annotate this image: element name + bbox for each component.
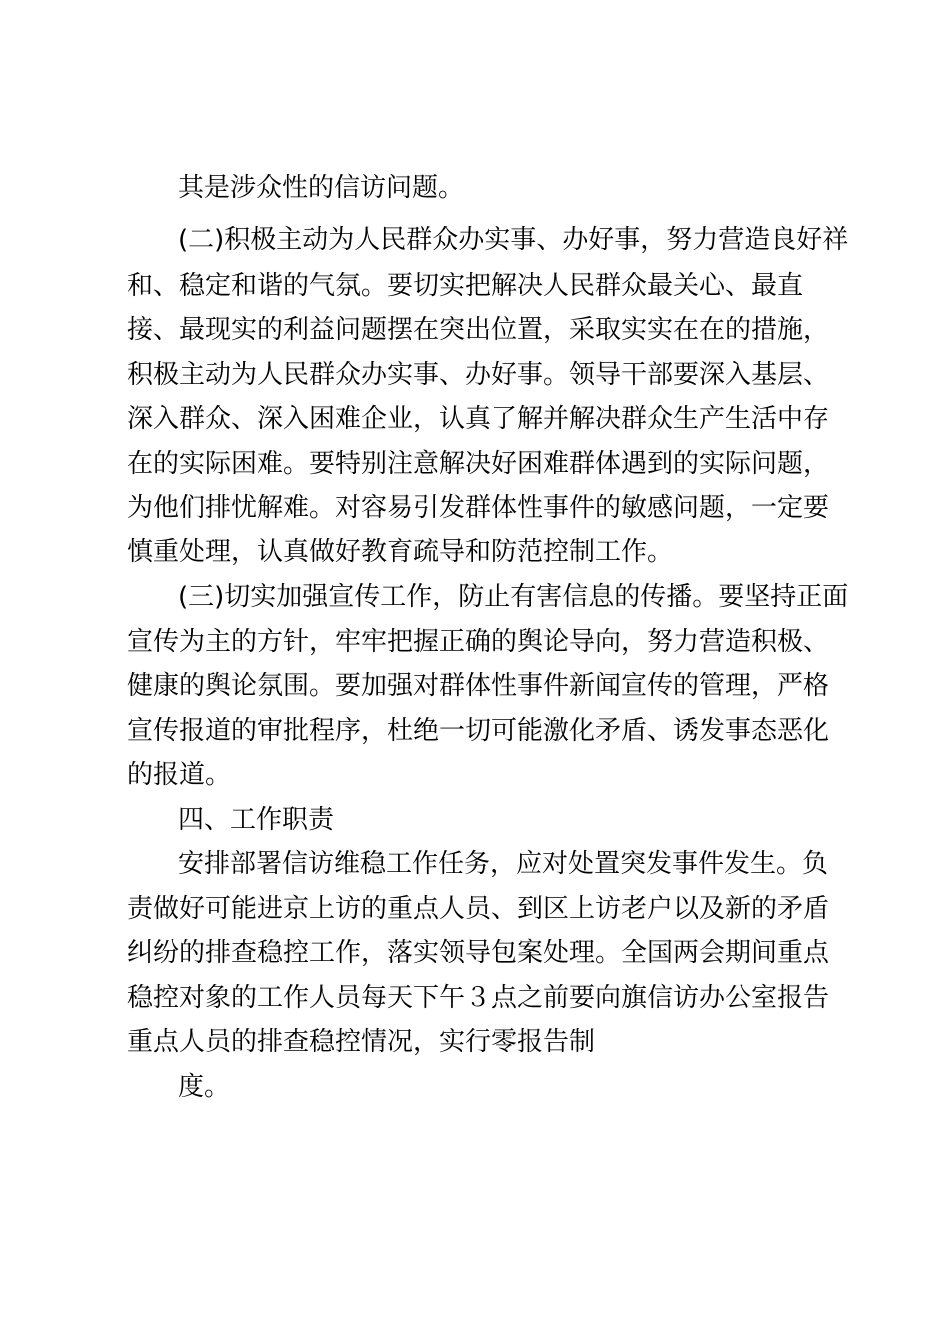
text-line: 宣传报道的审批程序，杜绝一切可能激化矛盾、诱发事态恶化 xyxy=(127,716,830,746)
text-line: 慎重处理，认真做好教育疏导和防范控制工作。 xyxy=(127,537,674,567)
text-line: 的报道。 xyxy=(127,760,232,790)
text-line: 积极主动为人民群众办实事、办好事。领导干部要深入基层、 xyxy=(127,360,830,390)
text-line: 稳控对象的工作人员每天下午３点之前要向旗信访办公室报告 xyxy=(127,983,830,1013)
text-line: 和、稳定和谐的气氛。要切实把解决人民群众最关心、最直 xyxy=(127,271,804,301)
text-line: 安排部署信访维稳工作任务，应对处置突发事件发生。负 xyxy=(178,849,829,879)
section-2-heading-line: (二)积极主动为人民群众办实事、办好事，努力营造良好祥 xyxy=(178,225,849,255)
section-4-heading: 四、工作职责 xyxy=(178,805,335,835)
text-line: 重点人员的排查稳控情况，实行零报告制 xyxy=(127,1027,596,1057)
text-line: 纠纷的排查稳控工作，落实领导包案处理。全国两会期间重点 xyxy=(127,938,830,968)
text-line: 责做好可能进京上访的重点人员、到区上访老户以及新的矛盾 xyxy=(127,894,830,924)
text-line: 其是涉众性的信访问题。 xyxy=(178,173,465,203)
text-line: 为他们排忧解难。对容易引发群体性事件的敏感问题，一定要 xyxy=(127,493,830,523)
text-line: 宣传为主的方针，牢牢把握正确的舆论导向，努力营造积极、 xyxy=(127,627,830,657)
text-line: 深入群众、深入困难企业，认真了解并解决群众生产生活中存 xyxy=(127,404,830,434)
text-line: 在的实际困难。要特别注意解决好困难群体遇到的实际问题， xyxy=(127,449,830,479)
text-line: 度。 xyxy=(178,1072,231,1102)
text-line: 接、最现实的利益问题摆在突出位置，采取实实在在的措施， xyxy=(127,315,830,345)
section-3-heading-line: (三)切实加强宣传工作，防止有害信息的传播。要坚持正面 xyxy=(178,582,849,612)
text-line: 健康的舆论氛围。要加强对群体性事件新闻宣传的管理，严格 xyxy=(127,671,830,701)
